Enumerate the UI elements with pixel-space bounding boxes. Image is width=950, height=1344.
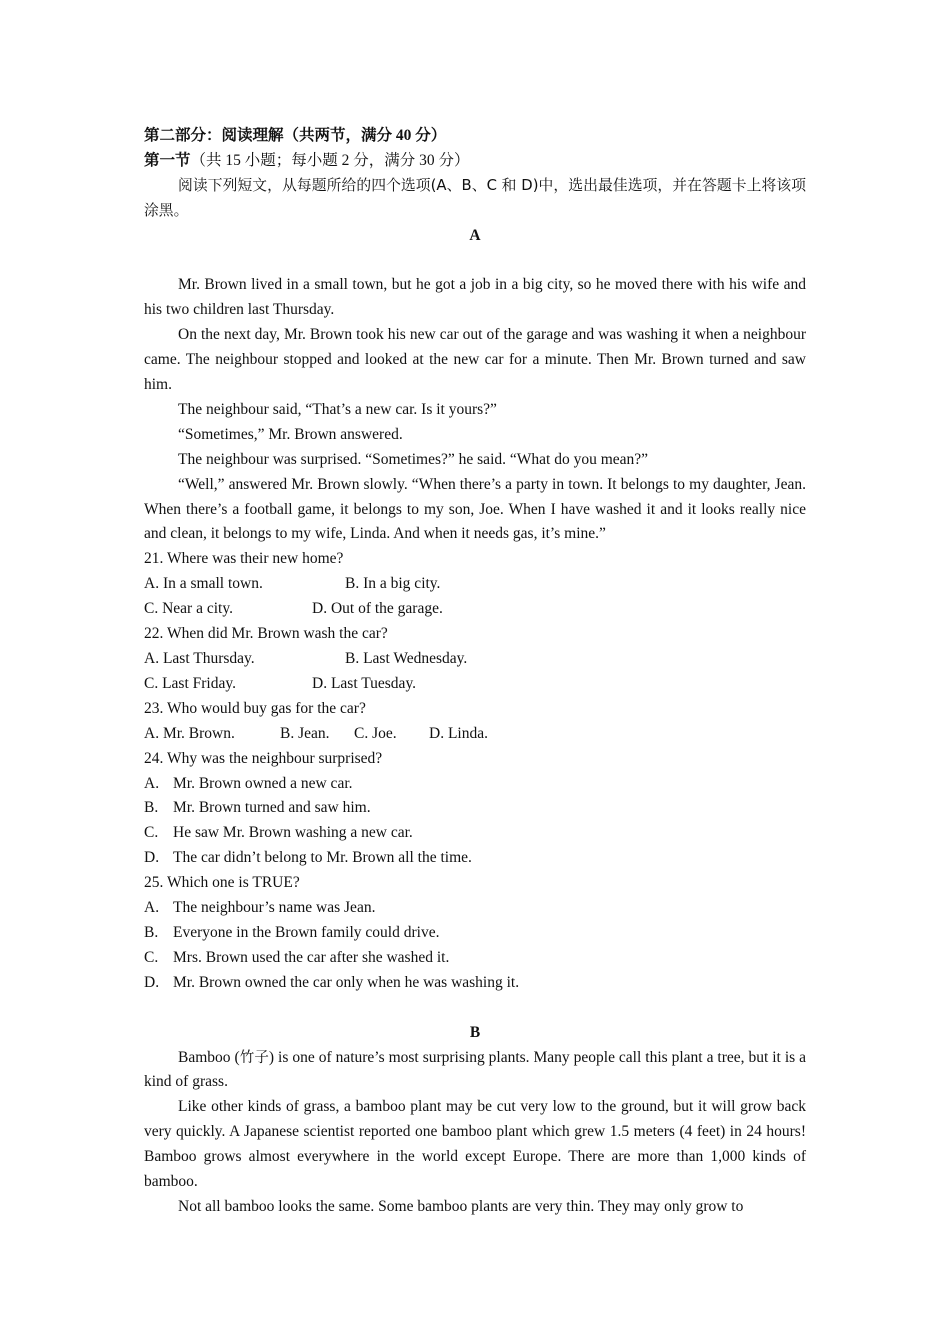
question-21-stem: 21. Where was their new home? xyxy=(144,550,344,568)
question-23-options-row xyxy=(144,722,806,747)
passage-b-label: B xyxy=(469,1023,481,1041)
passage-a-paragraph-5: The neighbour was surprised. “Sometimes?” he said. “What do you mean?” xyxy=(178,450,649,468)
section-title-rest: （共 15 小题；每小题 2 分，满分 30 分） xyxy=(190,151,470,169)
question-25-option-b xyxy=(144,921,806,946)
question-21-option-d: D. Out of the garage. xyxy=(312,600,443,618)
option-letter: A. xyxy=(144,899,160,917)
option-text: Mrs. Brown used the car after she washed it. xyxy=(173,948,450,966)
option-text: Mr. Brown owned a new car. xyxy=(173,774,353,792)
question-24-option-a xyxy=(144,772,806,797)
option-text: He saw Mr. Brown washing a new car. xyxy=(173,824,413,842)
option-text: The neighbour’s name was Jean. xyxy=(173,899,376,917)
option-text: The car didn’t belong to Mr. Brown all the time. xyxy=(173,849,472,867)
passage-a-paragraph-6: “Well,” answered Mr. Brown slowly. “When there’s a party in town. It belongs to my daughter, Jean. When there’s a football game, it belongs to my son, Joe. When I have washed it and it looks really nice and clean, it belongs to my wife, Linda. And when it needs gas, it’s mine.” xyxy=(144,475,806,543)
question-24-option-d xyxy=(144,846,806,871)
question-21-option-c: C. Near a city. xyxy=(144,600,233,618)
option-text: Mr. Brown owned the car only when he was washing it. xyxy=(173,973,520,991)
part-title: 第二部分：阅读理解（共两节，满分 40 分） xyxy=(144,127,447,144)
question-21-options-row-2 xyxy=(144,597,806,622)
option-letter: B. xyxy=(144,923,159,941)
question-23-option-c: C. Joe. xyxy=(354,724,397,742)
passage-a-paragraph-4: “Sometimes,” Mr. Brown answered. xyxy=(178,425,403,443)
question-24-option-c xyxy=(144,821,806,846)
question-23-option-b: B. Jean. xyxy=(280,724,330,742)
passage-b-paragraph-2: Like other kinds of grass, a bamboo plant may be cut very low to the ground, but it will grow back very quickly. A Japanese scientist reported one bamboo plant which grew 1.5 meters (4 feet) in 24 hours! Bamboo grows almost everywhere in the world except Europe. There are more than 1,000 kinds of bamboo. xyxy=(144,1098,806,1191)
question-24-option-b xyxy=(144,796,806,821)
p1-rest: ) is one of nature’s most surprising plants. Many people call this plant a tree, but it is a kind of grass. xyxy=(144,1048,807,1091)
question-22-options-row-1 xyxy=(144,647,806,672)
question-23-option-a: A. Mr. Brown. xyxy=(144,724,235,742)
question-25-option-c xyxy=(144,946,806,971)
spacer xyxy=(144,996,806,1021)
question-22-stem: 22. When did Mr. Brown wash the car? xyxy=(144,625,388,643)
question-22-options-row-2 xyxy=(144,672,806,697)
exam-page xyxy=(144,124,806,1220)
option-text: Everyone in the Brown family could drive. xyxy=(173,923,440,941)
option-letter: C. xyxy=(144,948,159,966)
question-22-option-a: A. Last Thursday. xyxy=(144,650,255,668)
question-21-option-b: B. In a big city. xyxy=(345,575,441,593)
passage-a-paragraph-3: The neighbour said, “That’s a new car. Is it yours?” xyxy=(178,400,497,418)
option-letter: D. xyxy=(144,973,160,991)
section-title xyxy=(144,149,806,174)
question-21-option-a: A. In a small town. xyxy=(144,575,263,593)
passage-a-paragraph-2: On the next day, Mr. Brown took his new car out of the garage and was washing it when a neighbour came. The neighbour stopped and looked at the new car for a minute. Then Mr. Brown turned and saw him. xyxy=(144,326,806,394)
option-letter: D. xyxy=(144,849,160,867)
question-23-stem: 23. Who would buy gas for the car? xyxy=(144,699,366,717)
section-title-bold: 第一节 xyxy=(144,151,191,169)
question-25-option-d xyxy=(144,971,806,996)
passage-a-label: A xyxy=(469,226,481,244)
p1-start: Bamboo ( xyxy=(178,1048,240,1066)
option-letter: A. xyxy=(144,774,160,792)
question-25-stem: 25. Which one is TRUE? xyxy=(144,874,300,892)
question-21-options-row-1 xyxy=(144,572,806,597)
question-22-option-d: D. Last Tuesday. xyxy=(312,674,417,692)
option-letter: C. xyxy=(144,824,159,842)
option-text: Mr. Brown turned and saw him. xyxy=(173,799,371,817)
question-22-option-c: C. Last Friday. xyxy=(144,674,236,692)
instruction: 阅读下列短文，从每题所给的四个选项(A、B、C 和 D)中，选出最佳选项，并在答题卡上将该项涂黑。 xyxy=(144,176,806,219)
question-24-stem: 24. Why was the neighbour surprised? xyxy=(144,749,383,767)
p1-cjk: 竹子 xyxy=(239,1049,269,1066)
passage-a-paragraph-1: Mr. Brown lived in a small town, but he got a job in a big city, so he moved there with his wife and his two children last Thursday. xyxy=(144,276,806,319)
question-25-option-a xyxy=(144,896,806,921)
question-23-option-d: D. Linda. xyxy=(429,724,488,742)
passage-b-paragraph-3: Not all bamboo looks the same. Some bamboo plants are very thin. They may only grow to xyxy=(178,1197,744,1215)
option-letter: B. xyxy=(144,799,159,817)
question-22-option-b: B. Last Wednesday. xyxy=(345,650,468,668)
spacer xyxy=(144,249,806,274)
passage-b-paragraph-1 xyxy=(144,1046,806,1096)
